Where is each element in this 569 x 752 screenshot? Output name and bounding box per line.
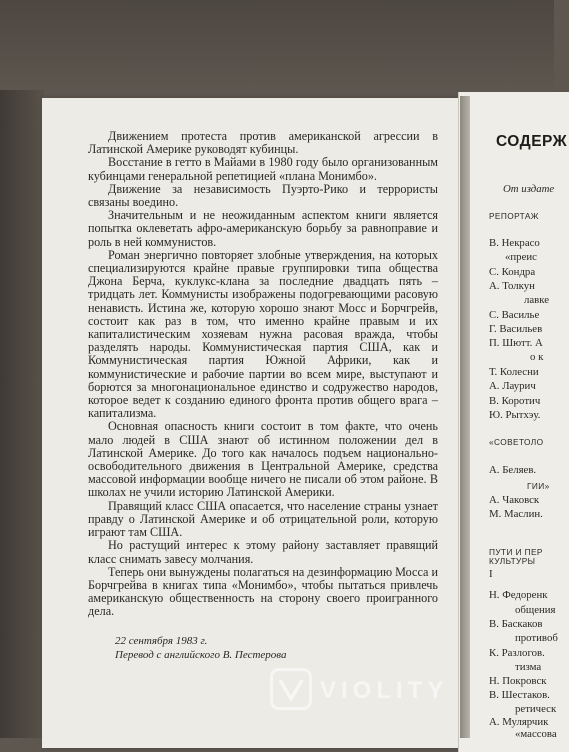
toc-line: о к (530, 351, 544, 363)
toc-line: В. Коротич (489, 395, 541, 407)
toc-line: I (489, 568, 493, 580)
background-left (0, 90, 44, 738)
toc-line: От издате (503, 183, 555, 195)
toc-line: ретическ (515, 703, 557, 715)
toc-line: В. Шестаков. (489, 689, 550, 701)
toc-line: Т. Колесни (489, 366, 539, 378)
toc-line: противоб (515, 632, 558, 644)
translator-line: Перевод с английского В. Пестерова (115, 649, 287, 661)
signature-block (115, 634, 287, 662)
toc-line: В. Баскаков (489, 618, 543, 630)
toc-line: А. Беляев. (489, 464, 537, 476)
toc-line: общения (515, 604, 556, 616)
paragraph: Роман энергично повторяет злобные утверждения, на которых специализируются крайне правые группировки типа общества Джона Берча, куклукс-клана за последние двадцать пять – тридцать лет. Коммунисты изображены подогревающими расовую ненависть. Истина же, которую хорошо знают Мосс и Борчгрейв, состоит как раз в том, что именно крайне правым и их капиталистическим хозяевам нужна расовая вражда, чтобы разделять народы. Коммунистическая партия США, как и Коммунистическая партия Южной Африки, как и коммунистические и рабочие партии во всем мире, выступают и борются за многонациональное единство и содружество народов, которое ведет к созданию единого фронта против общего врага – капитализма. (88, 247, 438, 421)
toc-line: К. Разлогов. (489, 647, 545, 659)
paragraph: Движением протеста против американской агрессии в Латинской Америке руководят кубинцы. (88, 129, 438, 157)
date-line: 22 сентября 1983 г. (115, 635, 208, 647)
paragraph: Но растущий интерес к этому району заставляет правящий класс снимать завесу молчания. (88, 538, 438, 566)
toc-line: Н. Покровск (489, 675, 547, 687)
toc-line: М. Маслин. (489, 508, 543, 520)
paragraph: Движение за независимость Пуэрто-Рико и террористы связаны воедино. (88, 181, 438, 210)
left-page-text (88, 130, 438, 619)
toc-line: «массова (515, 728, 557, 740)
toc-line: Н. Федоренк (489, 589, 548, 601)
toc-line: «СОВЕТОЛО (489, 437, 544, 447)
toc-line: «преис (505, 251, 537, 263)
watermark-logo-icon (270, 668, 312, 710)
toc-line: С. Василье (489, 309, 540, 321)
toc-line: КУЛЬТУРЫ (489, 556, 536, 566)
toc-line: В. Некрасо (489, 237, 540, 249)
toc-line: А. Мулярчик (489, 716, 549, 728)
toc-line: Ю. Рытхэу. (489, 409, 541, 421)
toc-line: А. Чаковск (489, 494, 540, 506)
paragraph: Значительным и не неожиданным аспектом книги является попытка оклеветать афро-американскую борьбу за равноправие и роль в ней коммунистов. (88, 208, 438, 249)
toc-line: ПУТИ И ПЕР (489, 547, 543, 557)
paragraph: Основная опасность книги состоит в том факте, что очень мало людей в США знают об истинном положении дел в Латинской Америке. До того как началось подъем национально-освободительного движения в Центральной Америке, средства массовой информации вообще ничего не писали об этом районе. В школах не учили историю Латинской Америки. (88, 419, 438, 500)
paragraph: Восстание в гетто в Майами в 1980 году было организованным кубинцами генеральной репетицией «плана Монимбо». (88, 155, 438, 183)
watermark-text: VIOLITY (320, 677, 449, 704)
toc-line: РЕПОРТАЖ (489, 211, 539, 221)
page-gutter (460, 96, 470, 738)
toc-line: С. Кондра (489, 266, 536, 278)
paragraph: Теперь они вынуждены полагаться на дезинформацию Мосса и Борчгрейва в книгах типа «Монимбо», чтобы пытаться привлечь американскую общественность на сторону своего проигранного дела. (88, 564, 438, 619)
toc-line: А. Лаурич (489, 380, 536, 392)
toc-line: лавке (524, 294, 550, 306)
toc-line: ГИИ» (527, 481, 550, 491)
toc-line: П. Шютт. А (489, 337, 543, 349)
toc-line: А. Толкун (489, 280, 535, 292)
toc-line: тизма (515, 661, 542, 673)
toc-line: Г. Васильев (489, 323, 543, 335)
contents-title: СОДЕРЖ (496, 133, 568, 150)
paragraph: Правящий класс США опасается, что население страны узнает правду о Латинской Америке и об отрицательной роли, которую играют там США. (88, 498, 438, 540)
